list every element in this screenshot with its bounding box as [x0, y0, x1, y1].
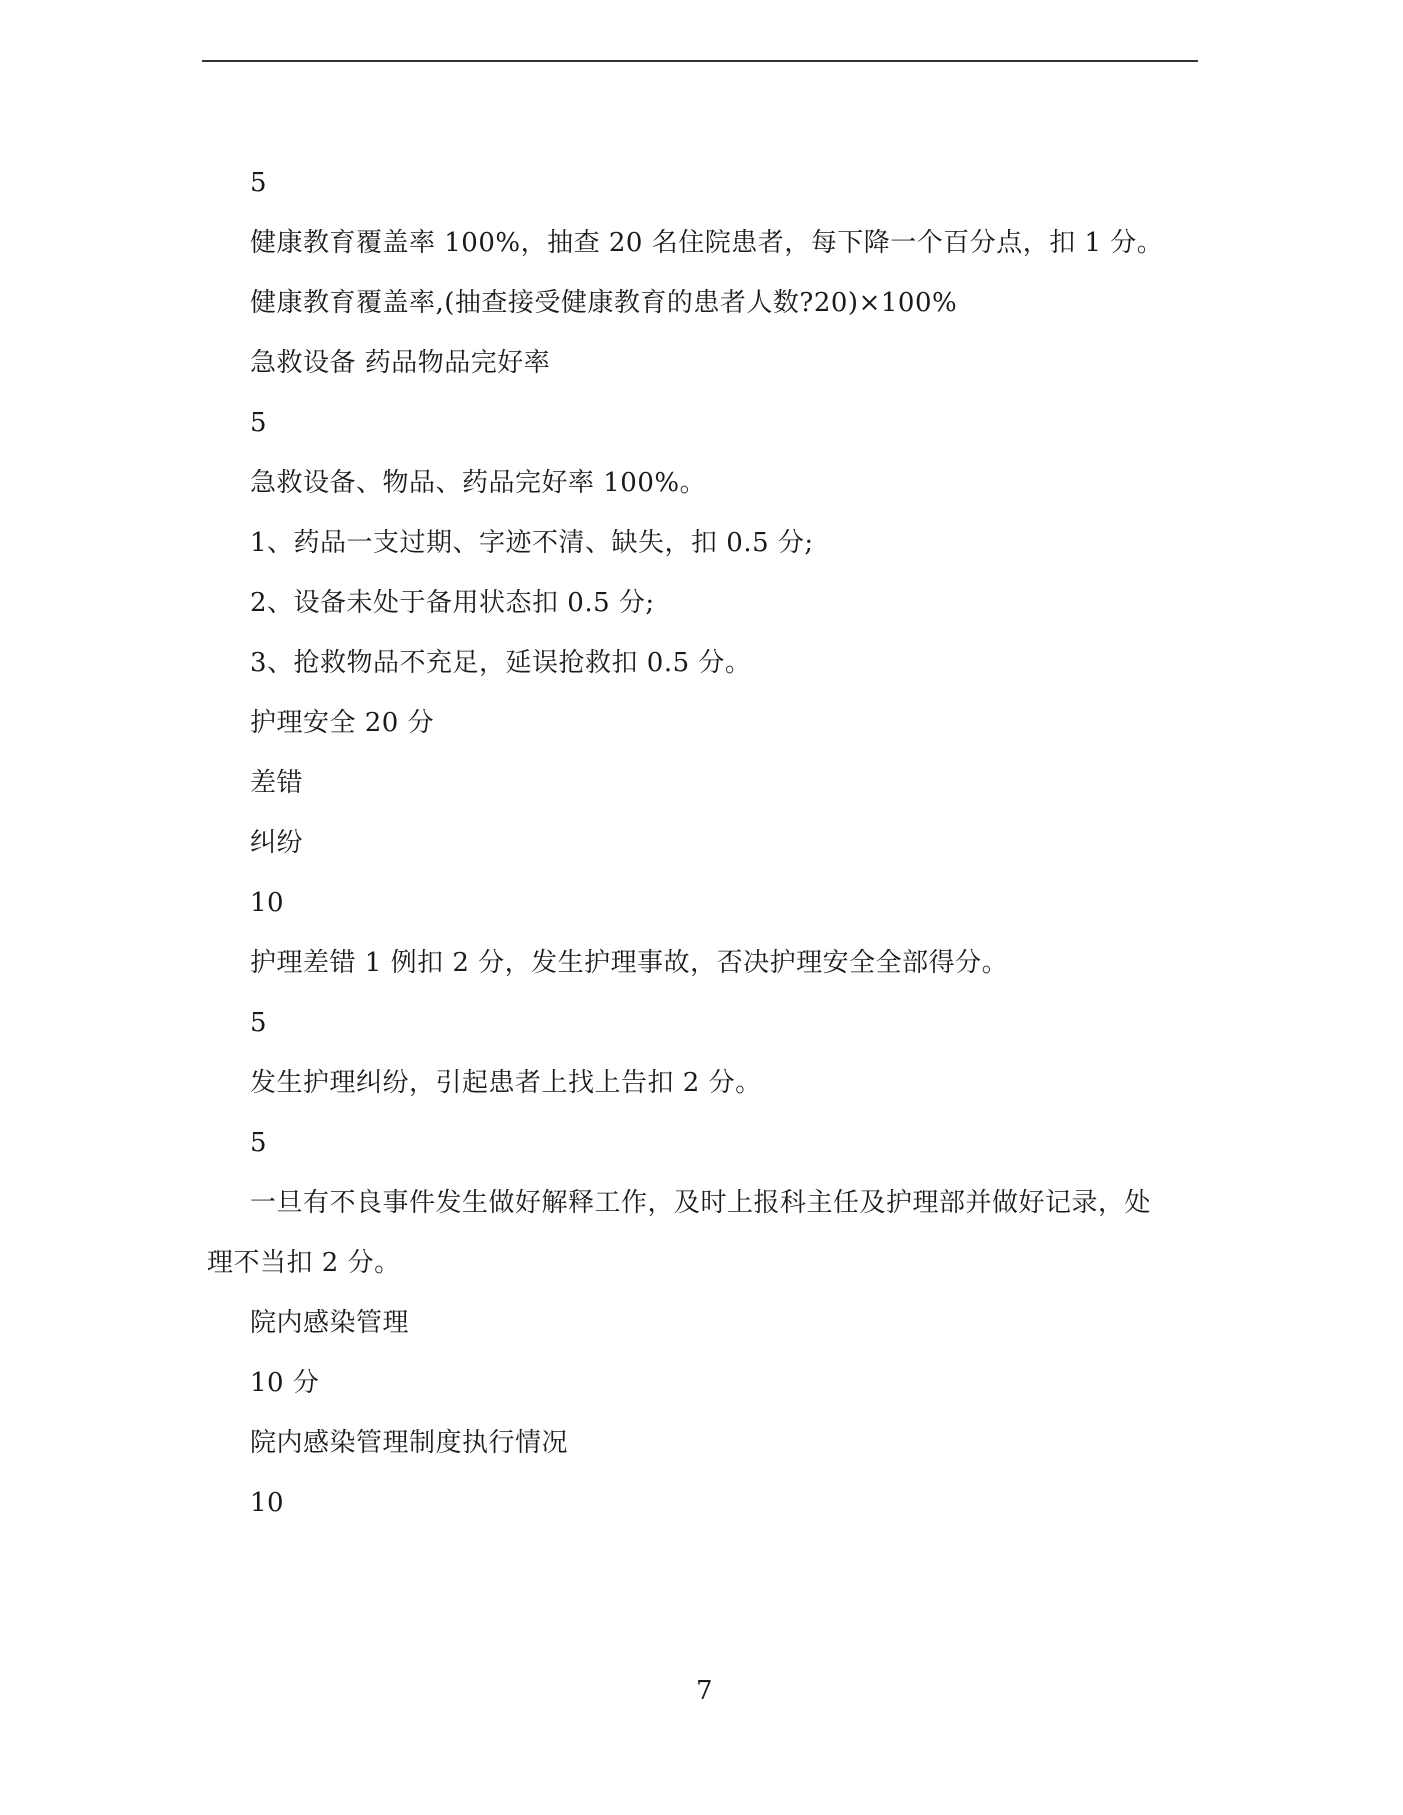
header-rule [202, 60, 1198, 62]
text-line: 健康教育覆盖率 100%，抽查 20 名住院患者，每下降一个百分点，扣 1 分。 [250, 228, 1164, 258]
text-line: 差错 [250, 768, 304, 798]
text-line: 1、药品一支过期、字迹不清、缺失，扣 0.5 分; [250, 528, 814, 558]
text-line: 10 [250, 1488, 285, 1518]
text-line: 5 [250, 1128, 268, 1158]
text-line: 5 [250, 1008, 268, 1038]
text-line: 5 [250, 408, 268, 438]
text-line: 院内感染管理制度执行情况 [250, 1428, 569, 1458]
text-line: 急救设备、物品、药品完好率 100%。 [250, 468, 707, 498]
text-line: 急救设备 药品物品完好率 [250, 348, 551, 378]
text-line: 10 分 [250, 1368, 320, 1398]
text-line: 护理差错 1 例扣 2 分，发生护理事故，否决护理安全全部得分。 [250, 948, 1009, 978]
text-line: 纠纷 [250, 828, 304, 858]
text-line: 一旦有不良事件发生做好解释工作，及时上报科主任及护理部并做好记录，处 [250, 1188, 1152, 1218]
text-line: 理不当扣 2 分。 [207, 1248, 401, 1278]
text-line: 3、抢救物品不充足，延误抢救扣 0.5 分。 [250, 648, 752, 678]
text-line: 院内感染管理 [250, 1308, 410, 1338]
text-line: 护理安全 20 分 [250, 708, 435, 738]
text-line: 2、设备未处于备用状态扣 0.5 分; [250, 588, 655, 618]
page-number: 7 [696, 1676, 713, 1706]
text-line: 5 [250, 168, 268, 198]
text-line: 健康教育覆盖率,(抽查接受健康教育的患者人数?20)×100% [250, 288, 958, 318]
text-line: 10 [250, 888, 285, 918]
text-line: 发生护理纠纷，引起患者上找上告扣 2 分。 [250, 1068, 762, 1098]
